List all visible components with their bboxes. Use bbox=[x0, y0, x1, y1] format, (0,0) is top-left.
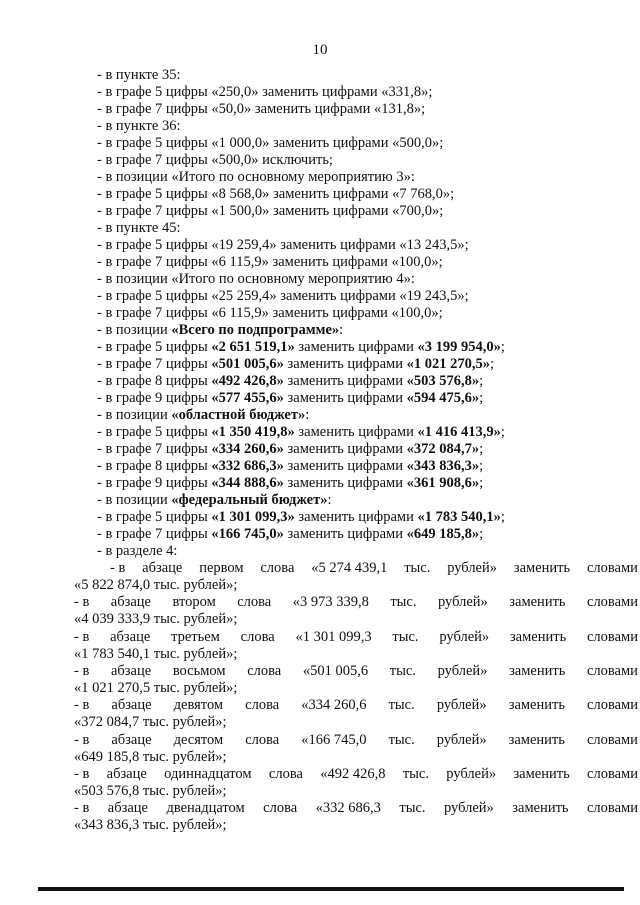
word: словами bbox=[587, 697, 638, 714]
line-fragment: ; bbox=[500, 509, 505, 525]
bold-value: «1 416 413,9» bbox=[417, 424, 501, 440]
amendment-line: - в пункте 45: bbox=[97, 220, 181, 236]
line-fragment: - в графе 7 цифры bbox=[97, 356, 212, 372]
word: словами bbox=[586, 662, 638, 679]
bold-value: «361 908,6» bbox=[406, 475, 480, 491]
line-fragment: : bbox=[339, 322, 344, 338]
section-4-paragraph bbox=[74, 800, 638, 834]
bold-value: «332 686,3» bbox=[211, 458, 284, 474]
word: - в bbox=[74, 628, 90, 645]
amendment-line bbox=[97, 356, 494, 373]
line-fragment: ; bbox=[489, 356, 494, 372]
amendment-line bbox=[97, 322, 343, 339]
word: тыс. bbox=[388, 731, 415, 748]
line-fragment: - в графе 9 цифры bbox=[97, 475, 212, 491]
section-4-paragraph bbox=[74, 594, 638, 628]
line-fragment: заменить цифрами bbox=[294, 509, 418, 525]
amendment-line: - в позиции «Итого по основному мероприятию 4»: bbox=[97, 271, 415, 287]
word: втором bbox=[172, 594, 216, 611]
word: - в bbox=[74, 594, 90, 611]
word: абзаце bbox=[142, 560, 183, 576]
amendment-line bbox=[97, 475, 483, 492]
word: заменить bbox=[509, 594, 566, 611]
amendment-line bbox=[97, 526, 483, 543]
word: рублей» bbox=[446, 765, 497, 782]
word: абзаце bbox=[106, 765, 147, 782]
bold-value: «3 199 954,0» bbox=[417, 339, 501, 355]
amendment-line: - в позиции «Итого по основному мероприятию 3»: bbox=[97, 169, 415, 185]
word: - в bbox=[74, 731, 90, 748]
word: абзаце bbox=[110, 662, 152, 679]
bold-value: «492 426,8» bbox=[211, 373, 284, 389]
bold-value: «федеральный бюджет» bbox=[171, 492, 328, 508]
footer-rule bbox=[38, 887, 624, 891]
line-fragment: - в графе 5 цифры bbox=[97, 509, 212, 525]
word: заменить bbox=[508, 731, 565, 748]
paragraph-continuation: «343 836,3 тыс. рублей»; bbox=[74, 817, 227, 834]
word: двенадцатом bbox=[166, 800, 245, 817]
amendment-line bbox=[97, 458, 483, 475]
line-fragment: ; bbox=[479, 475, 484, 491]
line-fragment: заменить цифрами bbox=[283, 475, 407, 491]
section-4-paragraph bbox=[74, 766, 638, 800]
word: словами bbox=[587, 765, 638, 782]
paragraph-first-line bbox=[74, 697, 638, 714]
amendment-line: - в графе 7 цифры «6 115,9» заменить цифрами «100,0»; bbox=[97, 305, 443, 321]
line-fragment: заменить цифрами bbox=[283, 356, 407, 372]
word: словами bbox=[587, 800, 638, 817]
amendment-line: - в графе 5 цифры «25 259,4» заменить цифрами «19 243,5»; bbox=[97, 288, 469, 304]
line-fragment: ; bbox=[479, 458, 484, 474]
amendment-line: - в графе 5 цифры «1 000,0» заменить цифрами «500,0»; bbox=[97, 135, 444, 151]
word: заменить bbox=[509, 628, 567, 645]
word: рублей» bbox=[436, 697, 487, 714]
word: «5 274 439,1 bbox=[311, 560, 388, 576]
bold-value: «1 301 099,3» bbox=[211, 509, 295, 525]
word: - в bbox=[110, 560, 126, 576]
word: - в bbox=[74, 697, 90, 714]
line-fragment: заменить цифрами bbox=[283, 526, 407, 542]
word: абзаце bbox=[110, 594, 151, 611]
paragraph-first-line bbox=[74, 732, 638, 749]
paragraph-continuation: «1 783 540,1 тыс. рублей»; bbox=[74, 645, 238, 662]
bold-value: «594 475,6» bbox=[406, 390, 480, 406]
amendment-line bbox=[97, 390, 483, 407]
word: - в bbox=[74, 765, 90, 782]
word: слова bbox=[240, 628, 275, 645]
word: рублей» bbox=[437, 662, 488, 679]
word: тыс. bbox=[404, 560, 431, 576]
paragraph-continuation: «649 185,8 тыс. рублей»; bbox=[74, 748, 227, 765]
bold-value: «503 576,8» bbox=[406, 373, 480, 389]
amendment-line bbox=[97, 492, 332, 509]
line-fragment: - в графе 5 цифры bbox=[97, 339, 212, 355]
word: слова bbox=[247, 662, 282, 679]
bold-value: «501 005,6» bbox=[211, 356, 284, 372]
line-fragment: заменить цифрами bbox=[283, 373, 407, 389]
paragraph-first-line bbox=[74, 560, 638, 577]
word: девятом bbox=[173, 697, 224, 714]
word: «492 426,8 bbox=[320, 765, 386, 782]
line-fragment: ; bbox=[479, 390, 484, 406]
line-fragment: ; bbox=[500, 424, 505, 440]
bold-value: «2 651 519,1» bbox=[211, 339, 295, 355]
line-fragment: - в графе 7 цифры bbox=[97, 526, 212, 542]
amendment-line: - в пункте 35: bbox=[97, 67, 181, 83]
word: абзаце bbox=[111, 697, 152, 714]
paragraph-continuation: «5 822 874,0 тыс. рублей»; bbox=[74, 577, 238, 594]
word: заменить bbox=[508, 697, 565, 714]
line-fragment: заменить цифрами bbox=[283, 390, 407, 406]
amendment-line: - в графе 5 цифры «19 259,4» заменить цифрами «13 243,5»; bbox=[97, 237, 469, 253]
amendment-line: - в графе 7 цифры «50,0» заменить цифрами «131,8»; bbox=[97, 101, 426, 117]
word: слова bbox=[245, 697, 280, 714]
word: рублей» bbox=[439, 628, 490, 645]
paragraph-first-line bbox=[74, 629, 638, 646]
word: одиннадцатом bbox=[164, 765, 252, 782]
word: третьем bbox=[171, 628, 220, 645]
paragraph-first-line bbox=[74, 766, 638, 783]
line-fragment: - в позиции bbox=[97, 322, 172, 338]
section-4-paragraph bbox=[74, 697, 638, 731]
word: «501 005,6 bbox=[302, 662, 369, 679]
word: абзаце bbox=[110, 628, 151, 645]
word: слова bbox=[245, 731, 280, 748]
word: слова bbox=[260, 560, 295, 576]
line-fragment: ; bbox=[479, 373, 484, 389]
amendment-line bbox=[97, 407, 309, 424]
bold-value: «Всего по подпрограмме» bbox=[171, 322, 340, 338]
bold-value: «166 745,0» bbox=[211, 526, 284, 542]
line-fragment: - в графе 9 цифры bbox=[97, 390, 212, 406]
word: десятом bbox=[173, 731, 224, 748]
amendment-line bbox=[97, 509, 505, 526]
paragraph-first-line bbox=[74, 663, 638, 680]
bold-value: «344 888,6» bbox=[211, 475, 284, 491]
amendment-line: - в графе 7 цифры «500,0» исключить; bbox=[97, 152, 333, 168]
word: заменить bbox=[512, 800, 569, 817]
word: словами bbox=[586, 560, 638, 576]
paragraph-continuation: «503 576,8 тыс. рублей»; bbox=[74, 782, 227, 799]
word: словами bbox=[586, 731, 638, 748]
word: тыс. bbox=[390, 594, 417, 611]
line-fragment: - в позиции bbox=[97, 492, 172, 508]
word: - в bbox=[74, 800, 90, 817]
word: рублей» bbox=[437, 594, 488, 611]
bold-value: «372 084,7» bbox=[406, 441, 480, 457]
amendment-line: - в пункте 36: bbox=[97, 118, 181, 134]
word: - в bbox=[74, 662, 90, 679]
word: словами bbox=[587, 594, 638, 611]
amendment-line: - в графе 7 цифры «6 115,9» заменить цифрами «100,0»; bbox=[97, 254, 443, 270]
bold-value: «1 783 540,1» bbox=[417, 509, 501, 525]
section-4-paragraph bbox=[74, 629, 638, 663]
word: «166 745,0 bbox=[301, 731, 367, 748]
paragraph-continuation: «1 021 270,5 тыс. рублей»; bbox=[74, 680, 238, 697]
bold-value: «1 021 270,5» bbox=[406, 356, 490, 372]
word: тыс. bbox=[392, 628, 419, 645]
word: «332 686,3 bbox=[315, 800, 381, 817]
paragraph-continuation: «4 039 333,9 тыс. рублей»; bbox=[74, 611, 238, 628]
line-fragment: заменить цифрами bbox=[294, 339, 418, 355]
word: слова bbox=[268, 765, 303, 782]
amendment-line bbox=[97, 441, 483, 458]
amendment-line bbox=[97, 373, 483, 390]
word: рублей» bbox=[443, 800, 494, 817]
word: «1 301 099,3 bbox=[295, 628, 372, 645]
amendment-line bbox=[97, 339, 505, 356]
word: абзаце bbox=[107, 800, 148, 817]
section-4-paragraph bbox=[74, 560, 638, 594]
word: слова bbox=[263, 800, 298, 817]
line-fragment: : bbox=[305, 407, 310, 423]
word: рублей» bbox=[436, 731, 487, 748]
page-number: 10 bbox=[312, 42, 328, 58]
word: тыс. bbox=[389, 662, 416, 679]
paragraph-first-line bbox=[74, 800, 638, 817]
word: заменить bbox=[513, 765, 570, 782]
line-fragment: - в графе 7 цифры bbox=[97, 441, 212, 457]
section-4-paragraph bbox=[74, 663, 638, 697]
word: рублей» bbox=[447, 560, 498, 576]
amendment-line: - в графе 5 цифры «8 568,0» заменить цифрами «7 768,0»; bbox=[97, 186, 455, 202]
amendment-line bbox=[97, 424, 505, 441]
bold-value: «343 836,3» bbox=[406, 458, 480, 474]
word: тыс. bbox=[388, 697, 415, 714]
word: восьмом bbox=[172, 662, 226, 679]
paragraph-continuation: «372 084,7 тыс. рублей»; bbox=[74, 714, 227, 731]
bold-value: «334 260,6» bbox=[211, 441, 284, 457]
word: тыс. bbox=[399, 800, 426, 817]
line-fragment: ; bbox=[479, 441, 484, 457]
word: «3 973 339,8 bbox=[292, 594, 369, 611]
line-fragment: заменить цифрами bbox=[294, 424, 418, 440]
line-fragment: заменить цифрами bbox=[283, 441, 407, 457]
bold-value: «областной бюджет» bbox=[171, 407, 306, 423]
bold-value: «1 350 419,8» bbox=[211, 424, 295, 440]
line-fragment: - в графе 8 цифры bbox=[97, 458, 212, 474]
word: абзаце bbox=[111, 731, 152, 748]
word: первом bbox=[199, 560, 244, 576]
amendment-line: - в разделе 4: bbox=[97, 543, 178, 559]
line-fragment: заменить цифрами bbox=[283, 458, 407, 474]
line-fragment: - в позиции bbox=[97, 407, 172, 423]
bold-value: «577 455,6» bbox=[211, 390, 284, 406]
line-fragment: ; bbox=[500, 339, 505, 355]
paragraph-first-line bbox=[74, 594, 638, 611]
word: тыс. bbox=[402, 765, 429, 782]
bold-value: «649 185,8» bbox=[406, 526, 480, 542]
word: заменить bbox=[513, 560, 571, 576]
line-fragment: : bbox=[327, 492, 332, 508]
word: заменить bbox=[509, 662, 566, 679]
line-fragment: ; bbox=[479, 526, 484, 542]
word: «334 260,6 bbox=[301, 697, 367, 714]
line-fragment: - в графе 8 цифры bbox=[97, 373, 212, 389]
amendment-line: - в графе 5 цифры «250,0» заменить цифрами «331,8»; bbox=[97, 84, 433, 100]
line-fragment: - в графе 5 цифры bbox=[97, 424, 212, 440]
section-4-paragraph bbox=[74, 732, 638, 766]
word: словами bbox=[587, 628, 638, 645]
word: слова bbox=[237, 594, 272, 611]
amendment-line: - в графе 7 цифры «1 500,0» заменить цифрами «700,0»; bbox=[97, 203, 444, 219]
